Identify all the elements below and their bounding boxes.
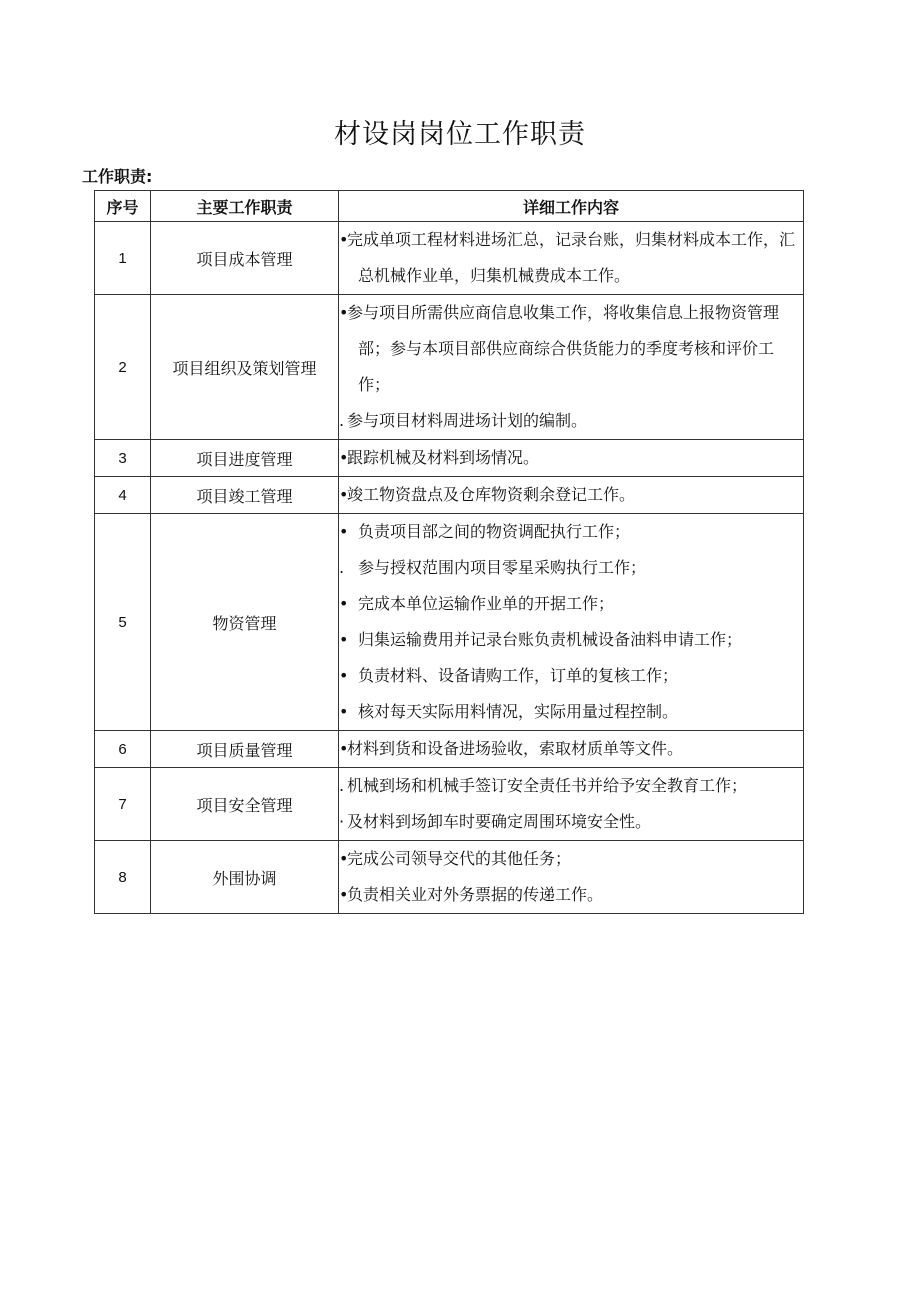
bullet-mark: • <box>339 739 349 758</box>
detail-text: 归集运输费用并记录台账负责机械设备油料申请工作； <box>358 630 743 649</box>
detail-content <box>339 295 804 440</box>
table-row <box>95 477 804 514</box>
header-detail: 详细工作内容 <box>339 191 804 222</box>
detail-text: 完成单项工程材料进场汇总，记录台账，归集材料成本工作，汇总机械作业单，归集机械费成本工作。 <box>347 230 796 285</box>
row-number: 2 <box>95 295 151 440</box>
detail-item <box>339 841 803 877</box>
detail-item <box>339 514 803 550</box>
bullet-mark: • <box>339 630 349 649</box>
detail-item <box>339 768 803 804</box>
detail-item <box>339 550 803 586</box>
detail-text: 参与授权范围内项目零星采购执行工作； <box>358 558 647 577</box>
detail-item <box>339 804 803 840</box>
table-row <box>95 222 804 295</box>
detail-text: 材料到货和设备进场验收，索取材质单等文件。 <box>347 739 684 758</box>
bullet-mark: • <box>339 702 349 721</box>
detail-content <box>339 514 804 731</box>
row-number: 3 <box>95 440 151 477</box>
header-no: 序号 <box>95 191 151 222</box>
detail-item <box>339 440 803 476</box>
detail-text: 完成公司领导交代的其他任务； <box>347 849 572 868</box>
row-number: 6 <box>95 731 151 768</box>
detail-item <box>339 694 803 730</box>
detail-item <box>339 586 803 622</box>
row-number: 7 <box>95 768 151 841</box>
table-row <box>95 731 804 768</box>
bullet-mark: . <box>339 411 345 430</box>
bullet-mark: • <box>339 849 349 868</box>
bullet-mark: • <box>339 448 349 467</box>
detail-content <box>339 222 804 295</box>
detail-text: 参与项目材料周进场计划的编制。 <box>347 411 588 430</box>
detail-content <box>339 768 804 841</box>
detail-text: 及材料到场卸车时要确定周围环境安全性。 <box>347 812 652 831</box>
row-number: 1 <box>95 222 151 295</box>
detail-text: 竣工物资盘点及仓库物资剩余登记工作。 <box>347 485 636 504</box>
detail-item <box>339 658 803 694</box>
bullet-mark: • <box>339 485 349 504</box>
table-row <box>95 295 804 440</box>
bullet-mark: . <box>339 776 345 795</box>
detail-item <box>339 222 803 294</box>
bullet-mark: . <box>339 558 345 577</box>
table-row <box>95 440 804 477</box>
table-row <box>95 841 804 914</box>
section-label: 工作职责: <box>82 167 153 186</box>
detail-text: 负责材料、设备请购工作，订单的复核工作； <box>358 666 679 685</box>
row-number: 5 <box>95 514 151 731</box>
bullet-mark: • <box>339 230 349 249</box>
main-duty: 项目组织及策划管理 <box>151 295 339 440</box>
detail-content <box>339 440 804 477</box>
bullet-mark: • <box>339 885 349 904</box>
bullet-mark: • <box>339 522 349 541</box>
bullet-mark: · <box>339 812 345 831</box>
bullet-mark: • <box>339 303 349 322</box>
main-duty: 项目安全管理 <box>151 768 339 841</box>
bullet-mark: • <box>339 666 349 685</box>
detail-text: 负责相关业对外务票据的传递工作。 <box>347 885 604 904</box>
detail-text: 机械到场和机械手签订安全责任书并给予安全教育工作； <box>347 776 748 795</box>
bullet-mark: • <box>339 594 349 613</box>
detail-text: 核对每天实际用料情况，实际用量过程控制。 <box>358 702 679 721</box>
detail-text: 参与项目所需供应商信息收集工作，将收集信息上报物资管理部；参与本项目部供应商综合供货能力的季度考核和评价工作； <box>347 303 780 394</box>
main-duty: 项目质量管理 <box>151 731 339 768</box>
header-main-duty: 主要工作职责 <box>151 191 339 222</box>
table-row <box>95 768 804 841</box>
detail-text: 完成本单位运输作业单的开据工作； <box>358 594 615 613</box>
main-duty: 物资管理 <box>151 514 339 731</box>
detail-item <box>339 622 803 658</box>
detail-content <box>339 731 804 768</box>
detail-text: 负责项目部之间的物资调配执行工作； <box>358 522 631 541</box>
detail-content <box>339 841 804 914</box>
main-duty: 项目竣工管理 <box>151 477 339 514</box>
table-row <box>95 514 804 731</box>
row-number: 8 <box>95 841 151 914</box>
row-number: 4 <box>95 477 151 514</box>
detail-item <box>339 295 803 403</box>
duties-table <box>94 190 804 914</box>
page-title: 材设岗岗位工作职责 <box>334 119 586 150</box>
main-duty: 项目成本管理 <box>151 222 339 295</box>
detail-item <box>339 731 803 767</box>
detail-item <box>339 877 803 913</box>
detail-item <box>339 477 803 513</box>
main-duty: 外围协调 <box>151 841 339 914</box>
detail-text: 跟踪机械及材料到场情况。 <box>347 448 540 467</box>
detail-item <box>339 403 803 439</box>
main-duty: 项目进度管理 <box>151 440 339 477</box>
table-header-row <box>95 191 804 222</box>
detail-content <box>339 477 804 514</box>
